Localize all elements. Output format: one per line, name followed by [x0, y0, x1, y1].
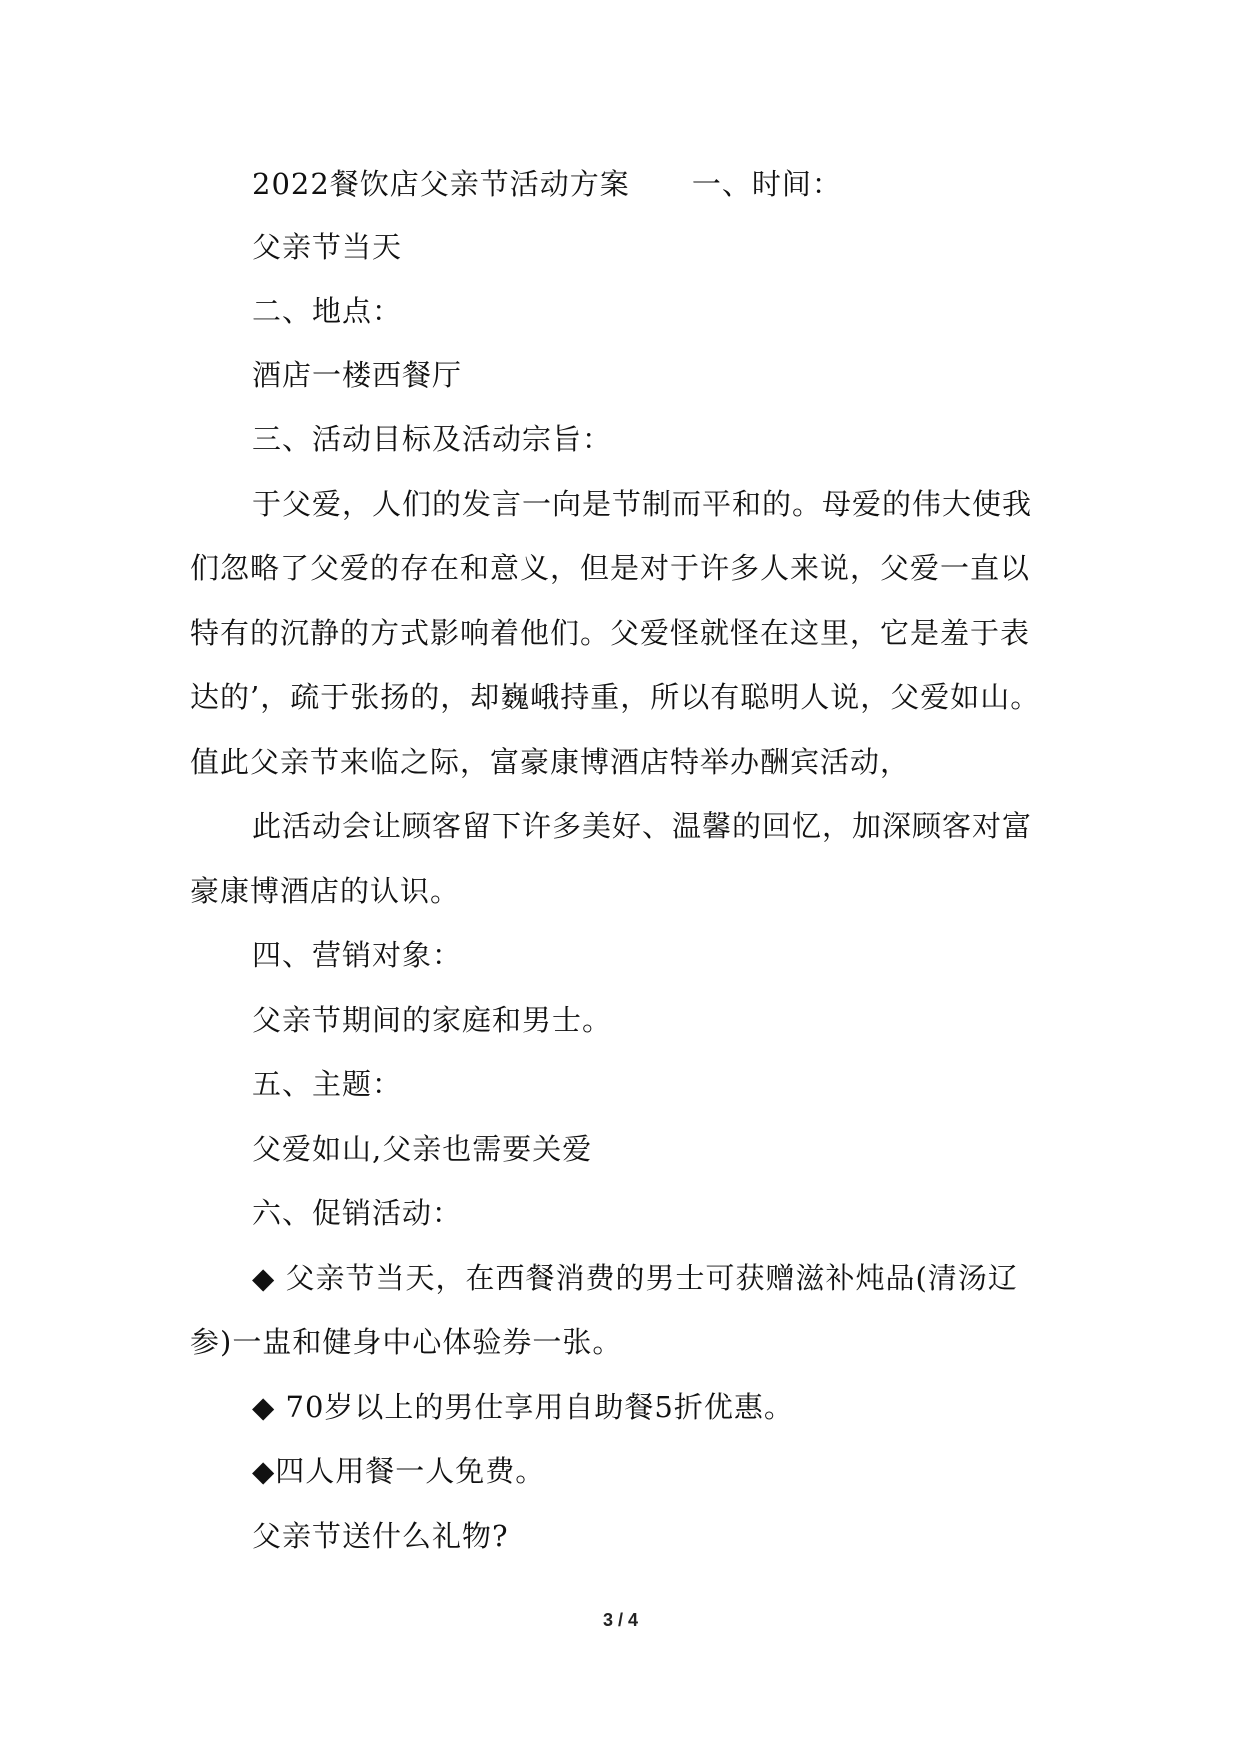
- section-heading-theme: 五、主题：: [252, 1067, 403, 1101]
- paragraph-line: 豪康博酒店的认识。: [190, 874, 461, 908]
- section-heading-goals: 三、活动目标及活动宗旨：: [252, 422, 613, 456]
- paragraph-line: 们忽略了父爱的存在和意义，但是对于许多人来说，父爱一直以: [190, 551, 1031, 585]
- bullet-item: ◆四人用餐一人免费。: [252, 1454, 546, 1488]
- paragraph-line: 达的’，疏于张扬的，却巍峨持重，所以有聪明人说，父爱如山。: [190, 680, 1041, 714]
- page-number: 3 / 4: [602, 1610, 639, 1630]
- paragraph-line: 于父爱，人们的发言一向是节制而平和的。母爱的伟大使我: [252, 487, 1033, 521]
- paragraph-line: 父爱如山,父亲也需要关爱: [252, 1132, 593, 1166]
- bullet-item: ◆ 70岁以上的男仕享用自助餐5折优惠。: [252, 1390, 794, 1424]
- paragraph-line: 特有的沉静的方式影响着他们。父爱怪就怪在这里，它是羞于表: [190, 616, 1031, 650]
- paragraph-line: 父亲节期间的家庭和男士。: [252, 1003, 613, 1037]
- section-heading-promotion: 六、促销活动：: [252, 1196, 463, 1230]
- section-heading-audience: 四、营销对象：: [252, 938, 463, 972]
- paragraph-line: 酒店一楼西餐厅: [252, 358, 463, 392]
- section-heading-time: 一、时间：: [691, 167, 842, 201]
- paragraph-line: 此活动会让顾客留下许多美好、温馨的回忆，加深顾客对富: [252, 809, 1033, 843]
- document-title: 2022餐饮店父亲节活动方案: [252, 167, 630, 201]
- paragraph-line: 父亲节当天: [252, 230, 403, 264]
- paragraph-line: 参)一盅和健身中心体验券一张。: [190, 1325, 623, 1359]
- paragraph-line: 值此父亲节来临之际，富豪康博酒店特举办酬宾活动，: [190, 745, 911, 779]
- paragraph-line: 父亲节送什么礼物?: [252, 1519, 509, 1553]
- bullet-item: ◆ 父亲节当天，在西餐消费的男士可获赠滋补炖品(清汤辽: [252, 1261, 1018, 1295]
- document-title-line: [252, 164, 842, 204]
- section-heading-location: 二、地点：: [252, 294, 403, 328]
